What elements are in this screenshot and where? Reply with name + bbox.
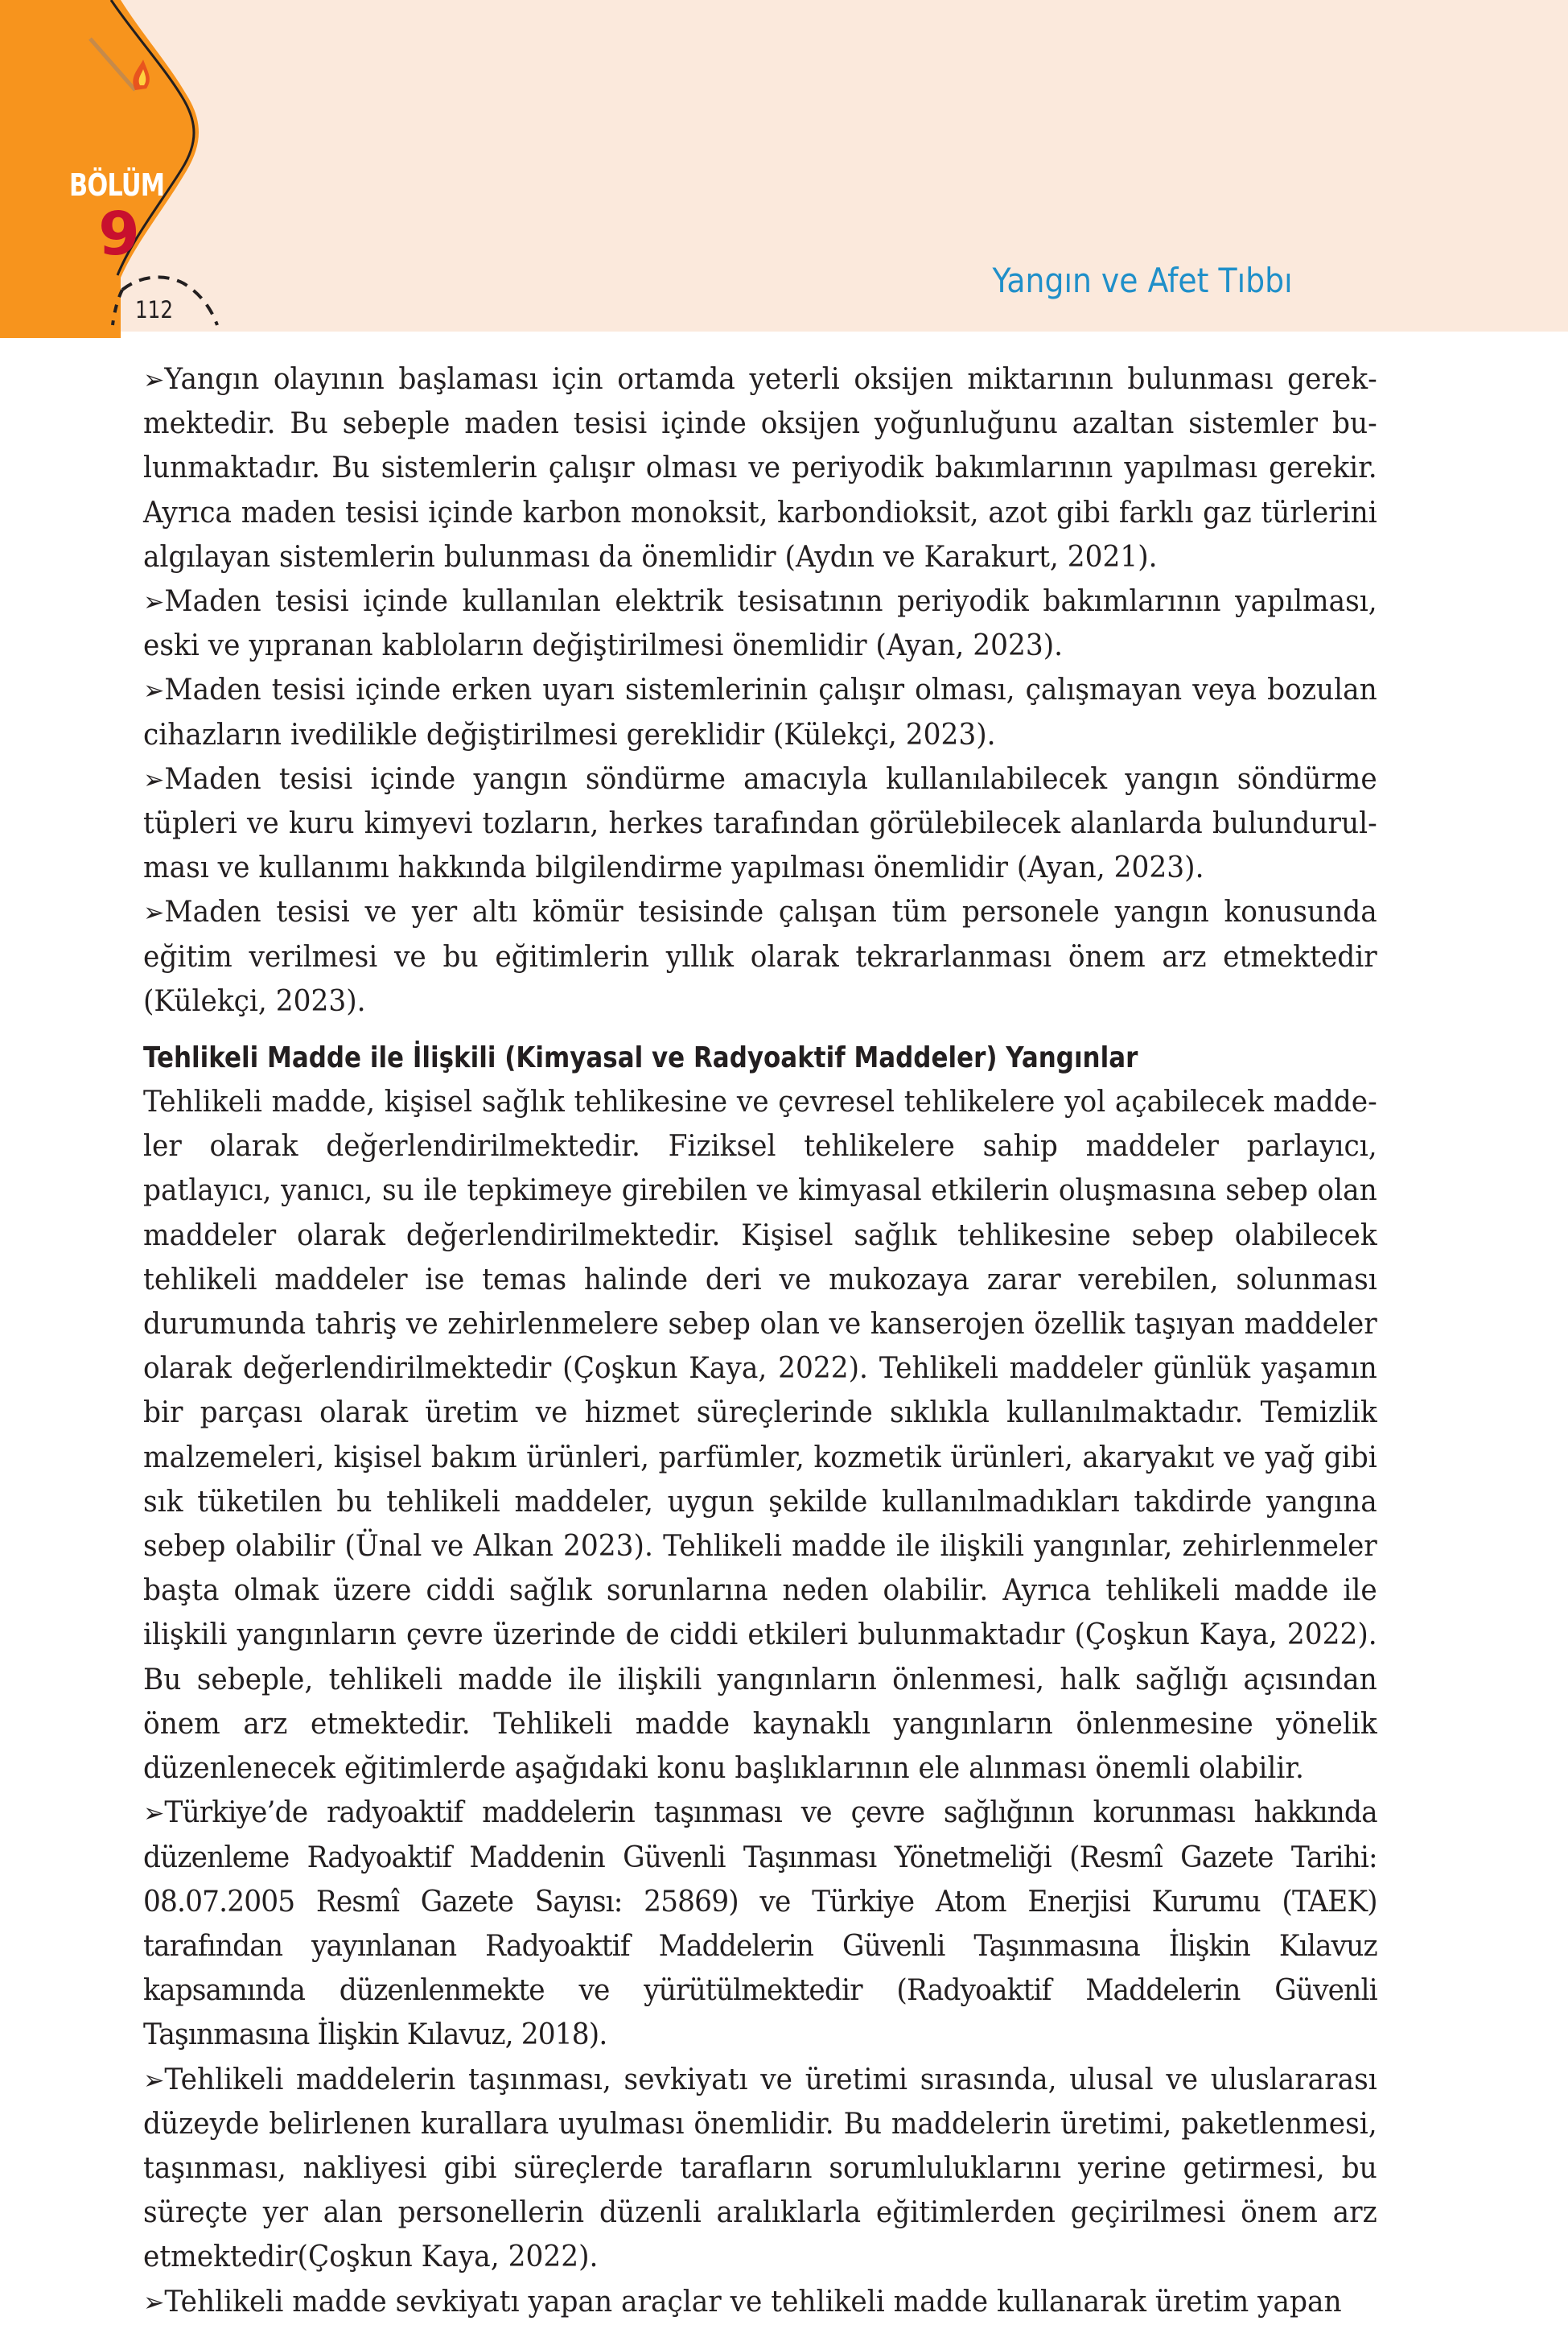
- arrow-bullet-icon: ➢: [143, 364, 165, 395]
- page-number: 112: [135, 296, 174, 324]
- bullet-item: ➢Maden tesisi ve yer altı kömür tesisinde çalışan tüm personele yangın konusunda eğitim verilmesi ve bu eğitimlerin yıllık olarak tekrarlanması önem arz etmektedir (Külekçi, 2023).: [143, 896, 1377, 1018]
- bullet-item: ➢Maden tesisi içinde yangın söndürme amacıyla kullanılabilecek yangın söndürme tüpleri ve kuru kimyevi tozların, herkes tarafından görülebilecek alanlarda bulundurulması ve kullanımı hakkında bilgilendirme yapılması önemlidir (Ayan, 2023).: [143, 762, 1377, 885]
- bullet-item: ➢Tehlikeli madde sevkiyatı yapan araçlar ve tehlikeli madde kullanarak üretim yapan: [143, 2285, 1342, 2319]
- bullet-item: ➢Tehlikeli maddelerin taşınması, sevkiyatı ve üretimi sırasında, ulusal ve uluslararası düzeyde belirlenen kurallara uyulması önemlidir. Bu maddelerin üretimi, paketlenmesi, taşınması, nakliyesi gibi süreçlerde tarafların sorumluluklarını yerine getirmesi, bu süreçte yer alan personellerin düzenli aralıklarla eğitimlerden geçirilmesi önem arz etmektedir(Çoşkun Kaya, 2022).: [143, 2063, 1377, 2274]
- bullet-item: ➢Maden tesisi içinde erken uyarı sistemlerinin çalışır olması, çalışmayan veya bozulan cihazların ivedilikle değiştirilmesi gereklidir (Külekçi, 2023).: [143, 674, 1377, 752]
- chapter-number: 9: [98, 200, 140, 269]
- arrow-bullet-icon: ➢: [143, 586, 165, 618]
- arrow-bullet-icon: ➢: [143, 1797, 165, 1829]
- bullet-item: ➢Maden tesisi içinde kullanılan elektrik tesisatının periyodik bakımlarının yapılması, eski ve yıpranan kabloların değiştirilmesi önemlidir (Ayan, 2023).: [143, 585, 1377, 663]
- running-head: Yangın ve Afet Tıbbı: [992, 261, 1293, 300]
- chapter-label: BÖLÜM: [69, 167, 165, 203]
- arrow-bullet-icon: ➢: [143, 674, 165, 707]
- arrow-bullet-icon: ➢: [143, 2063, 165, 2096]
- arrow-bullet-icon: ➢: [143, 897, 165, 929]
- bullet-item: ➢Türkiye’de radyoaktif maddelerin taşınması ve çevre sağlığının korunması hakkında düzenleme Radyoaktif Maddenin Güvenli Taşınması Yönetmeliği (Resmî Gazete Tarihi: 08.07.2005 Resmî Gazete Sayısı: 25869) ve Türkiye Atom Enerjisi Kurumu (TAEK) tarafından yayınlanan Radyoaktif Maddelerin Güvenli Taşınmasına İlişkin Kılavuz kapsamında düzenlenmekte ve yürütülmektedir (Radyoaktif Maddelerin Güvenli Taşınmasına İlişkin Kılavuz, 2018).: [143, 1796, 1377, 2052]
- page-body: [143, 357, 1377, 2324]
- bullet-item: ➢Yangın olayının başlaması için ortamda yeterli oksijen miktarının bulunması gerekmektedir. Bu sebeple maden tesisi içinde oksijen yoğunluğunu azaltan sistemler bulunmaktadır. Bu sistemlerin çalışır olması ve periyodik bakımlarının yapılması gerekir. Ayrıca maden tesisi içinde karbon monoksit, karbondioksit, azot gibi farklı gaz türlerini algılayan sistemlerin bulunması da önemlidir (Aydın ve Karakurt, 2021).: [143, 363, 1377, 574]
- body-paragraph: Tehlikeli madde, kişisel sağlık tehlikesine ve çevresel tehlikelere yol açabilecek maddeler olarak değerlendirilmektedir. Fiziksel tehlikelere sahip maddeler parlayıcı, patlayıcı, yanıcı, su ile tepkimeye girebilen ve kimyasal etkilerin oluşmasına sebep olan maddeler olarak değerlendirilmektedir. Kişisel sağlık tehlikesine sebep olabilecek tehlikeli maddeler ise temas halinde deri ve mukozaya zarar verebilen, solunması durumunda tahriş ve zehirlenmelere sebep olan ve kanserojen özellik taşıyan maddeler olarak değerlendirilmektedir (Çoşkun Kaya, 2022). Tehlikeli maddeler günlük yaşamın bir parçası olarak üretim ve hizmet süreçlerinde sıklıkla kullanılmaktadır. Temizlik malzemeleri, kişisel bakım ürünleri, parfümler, kozmetik ürünleri, akaryakıt ve yağ gibi sık tüketilen bu tehlikeli maddeler, uygun şekilde kullanılmadıkları takdirde yangına sebep olabilir (Ünal ve Alkan 2023). Tehlikeli madde ile ilişkili yangınlar, zehirlenmeler başta olmak üzere ciddi sağlık sorunlarına neden olabilir. Ayrıca tehlikeli madde ile ilişkili yangınların çevre üzerinde de ciddi etkileri bulunmaktadır (Çoşkun Kaya, 2022). Bu sebeple, tehlikeli madde ile ilişkili yangınların önlenmesi, halk sağlığı açısından önem arz etmektedir. Tehlikeli madde kaynaklı yangınların önlenmesine yönelik düzenlenecek eğitimlerde aşağıdaki konu başlıklarının ele alınması önemli olabilir.: [143, 1086, 1377, 1786]
- arrow-bullet-icon: ➢: [143, 2286, 165, 2318]
- arrow-bullet-icon: ➢: [143, 763, 165, 795]
- section-heading: Tehlikeli Madde ile İlişkili (Kimyasal ve Radyoaktif Maddeler) Yangınlar: [143, 1041, 1138, 1075]
